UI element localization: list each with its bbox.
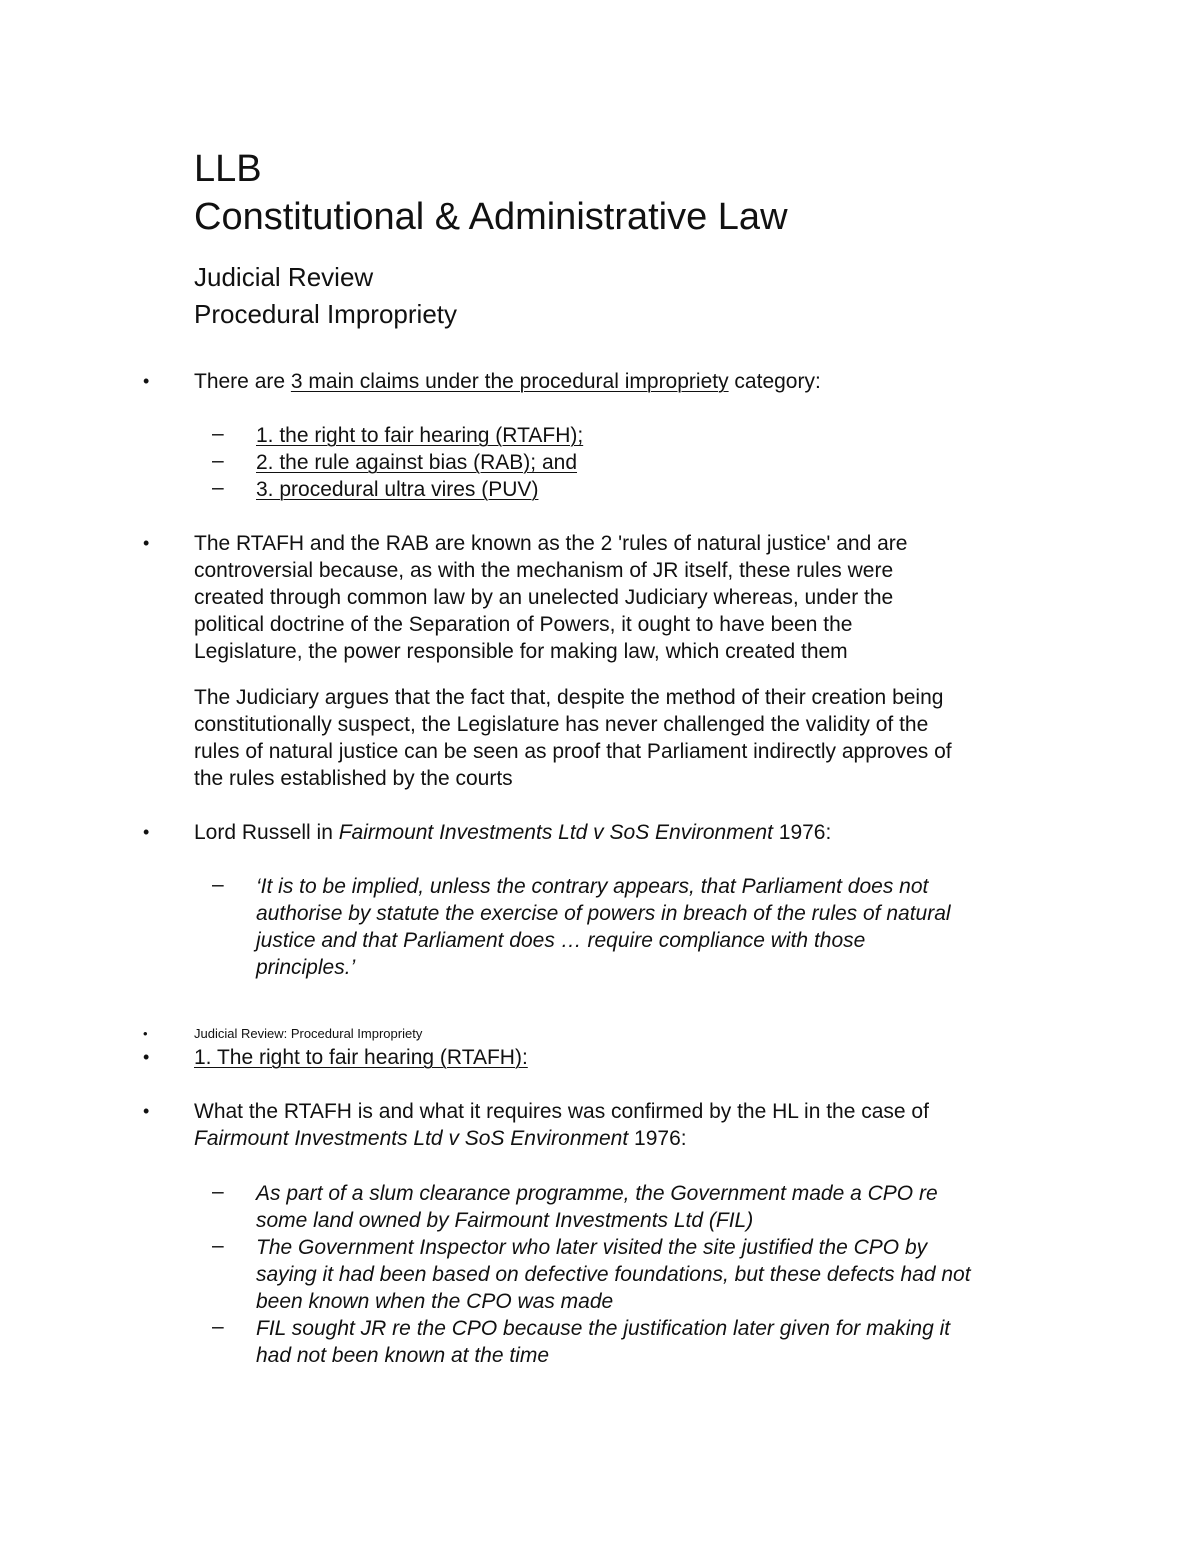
- facts-line: saying it had been based on defective foundations, but these defects had not: [256, 1263, 971, 1286]
- dash-marker: –: [212, 1180, 224, 1203]
- bullet-marker: •: [143, 1047, 150, 1067]
- bullet-marker: •: [143, 822, 150, 842]
- document-title-course: Constitutional & Administrative Law: [194, 196, 788, 238]
- facts-line: had not been known at the time: [256, 1344, 550, 1367]
- bullet-marker: •: [143, 371, 150, 391]
- judiciary-argument-line: rules of natural justice can be seen as proof that Parliament indirectly approves of: [194, 740, 952, 763]
- claims-intro-post: category:: [728, 370, 821, 393]
- claims-intro-pre: There are: [194, 370, 291, 393]
- subtitle-procedural-impropriety: Procedural Impropriety: [194, 299, 457, 329]
- facts-line: As part of a slum clearance programme, the Government made a CPO re: [256, 1182, 938, 1205]
- natural-justice-line: controversial because, as with the mechanism of JR itself, these rules were: [194, 559, 894, 582]
- bullet-marker: •: [143, 533, 150, 553]
- bullet-marker: •: [143, 1026, 148, 1041]
- dash-marker: –: [212, 1315, 224, 1338]
- dash-marker: –: [212, 1234, 224, 1257]
- facts-line: some land owned by Fairmount Investments Ltd (FIL): [256, 1209, 754, 1232]
- natural-justice-line: created through common law by an unelected Judiciary whereas, under the: [194, 586, 894, 609]
- facts-line: The Government Inspector who later visited the site justified the CPO by: [256, 1236, 928, 1259]
- judiciary-argument-line: the rules established by the courts: [194, 767, 513, 790]
- lord-russell-citation: [194, 819, 831, 846]
- quote-line: authorise by statute the exercise of powers in breach of the rules of natural: [256, 902, 951, 925]
- natural-justice-line: political doctrine of the Separation of Powers, it ought to have been the: [194, 613, 853, 636]
- case-name: Fairmount Investments Ltd v SoS Environment: [194, 1127, 629, 1150]
- natural-justice-line: Legislature, the power responsible for making law, which created them: [194, 640, 848, 663]
- rtafh-confirmation-case: [194, 1125, 687, 1152]
- facts-line: been known when the CPO was made: [256, 1290, 614, 1313]
- dash-marker: –: [212, 422, 224, 445]
- dash-marker: –: [212, 476, 224, 499]
- judiciary-argument-line: constitutionally suspect, the Legislature has never challenged the validity of the: [194, 713, 929, 736]
- slide-heading-small: Judicial Review: Procedural Impropriety: [194, 1026, 423, 1041]
- claims-intro-underlined: 3 main claims under the procedural impropriety: [290, 370, 729, 393]
- quote-line: ‘It is to be implied, unless the contrary appears, that Parliament does not: [256, 875, 929, 898]
- dash-marker: –: [212, 873, 224, 896]
- rtafh-confirmation-line: What the RTAFH is and what it requires was confirmed by the HL in the case of: [194, 1100, 929, 1123]
- citation-post: 1976:: [772, 821, 832, 844]
- citation-post: 1976:: [628, 1127, 687, 1150]
- document-title-llb: LLB: [194, 148, 262, 190]
- claim-item-puv: 3. procedural ultra vires (PUV): [256, 478, 539, 501]
- subtitle-judicial-review: Judicial Review: [194, 262, 374, 292]
- quote-line: principles.’: [256, 956, 356, 979]
- quote-line: justice and that Parliament does … require compliance with those: [256, 929, 866, 952]
- bullet-marker: •: [143, 1101, 150, 1121]
- case-name: Fairmount Investments Ltd v SoS Environment: [338, 821, 773, 844]
- dash-marker: –: [212, 449, 224, 472]
- rtafh-heading: 1. The right to fair hearing (RTAFH):: [194, 1046, 528, 1069]
- claim-item-rtafh: 1. the right to fair hearing (RTAFH);: [256, 424, 584, 447]
- natural-justice-line: The RTAFH and the RAB are known as the 2 'rules of natural justice' and are: [194, 532, 908, 555]
- facts-line: FIL sought JR re the CPO because the justification later given for making it: [256, 1317, 951, 1340]
- claims-intro: [194, 368, 821, 395]
- citation-pre: Lord Russell in: [194, 821, 339, 844]
- judiciary-argument-line: The Judiciary argues that the fact that, despite the method of their creation being: [194, 686, 944, 709]
- claim-item-rab: 2. the rule against bias (RAB); and: [256, 451, 578, 474]
